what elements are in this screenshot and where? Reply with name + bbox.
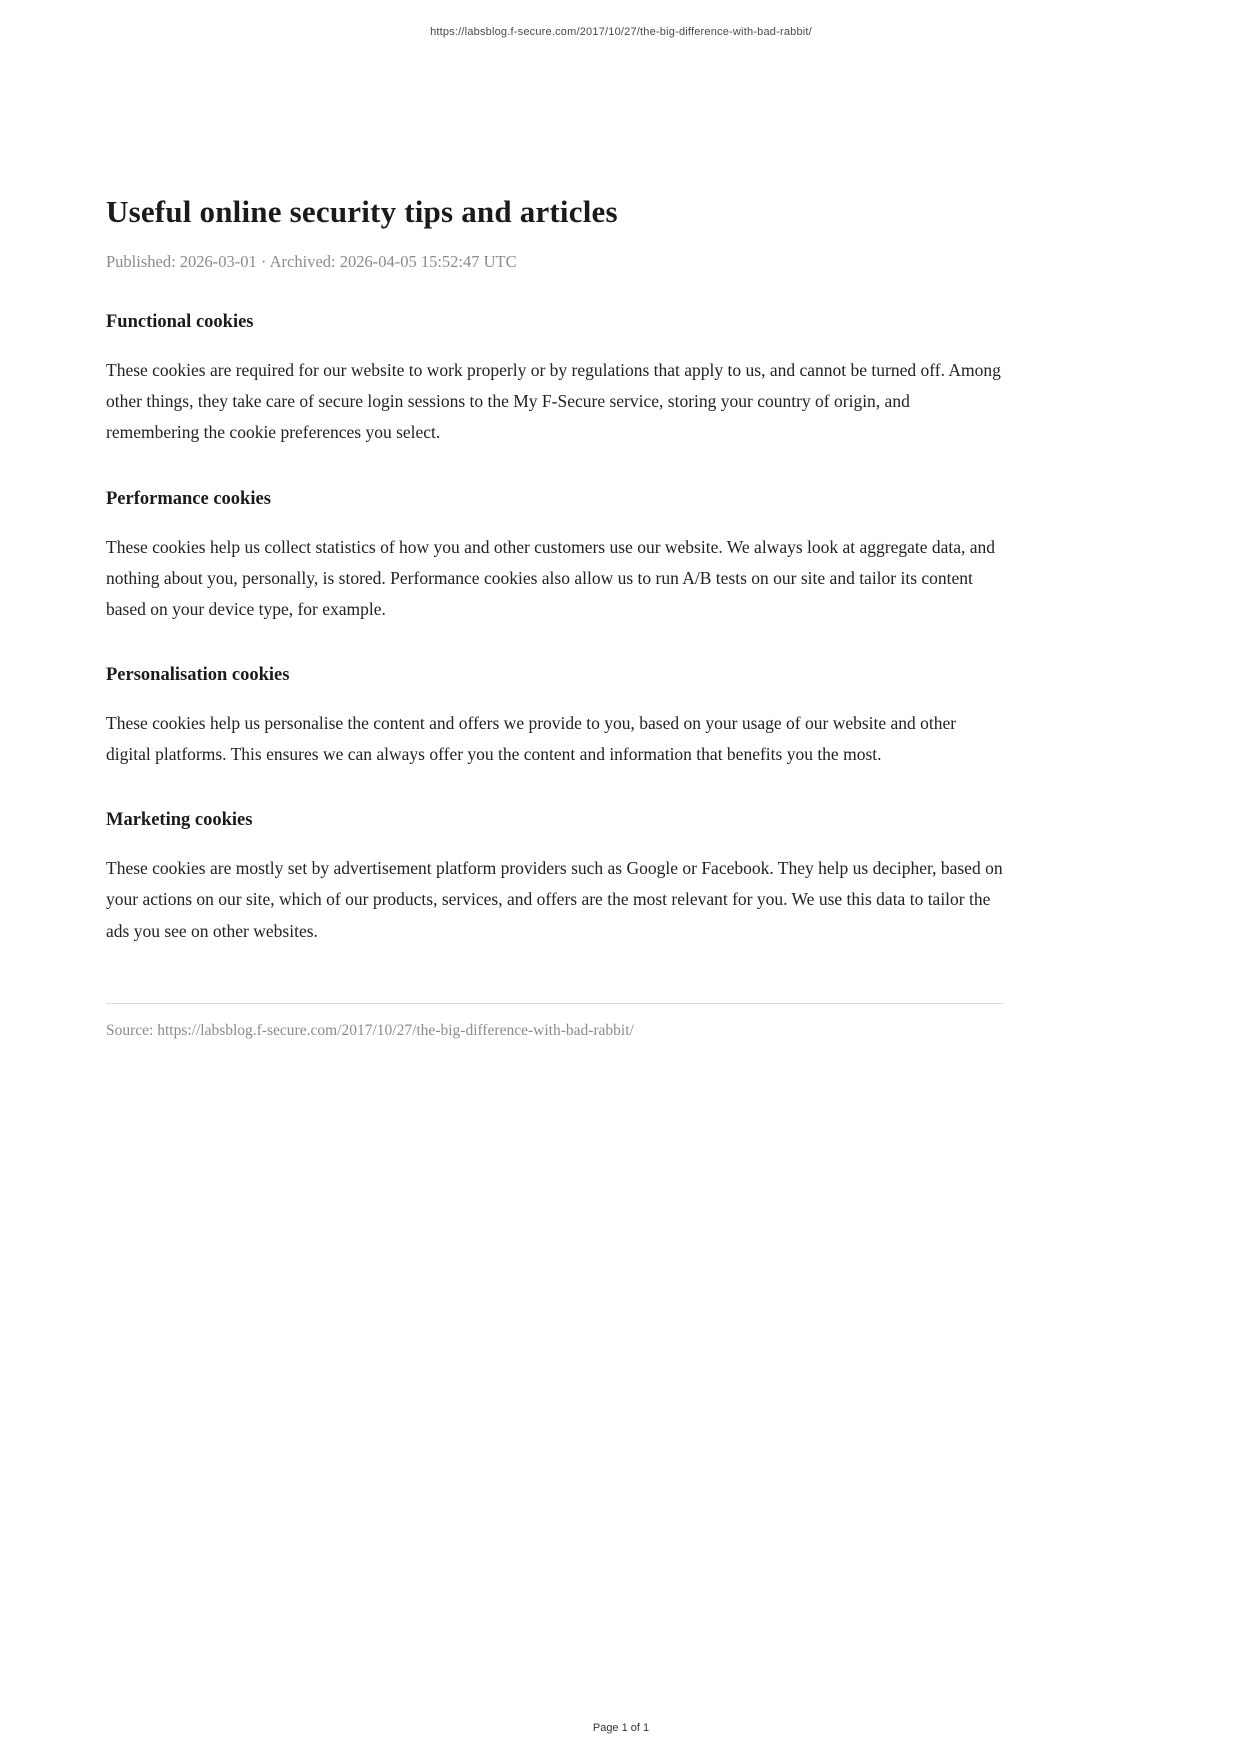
divider <box>106 1003 1003 1004</box>
section-body-personalisation-cookies: These cookies help us personalise the content and offers we provide to you, based on your usage of our website and other digital platforms. This ensures we can always offer you the content and information that benefits you the most. <box>106 713 957 765</box>
section-body-functional-cookies: These cookies are required for our website to work properly or by regulations that apply to us, and cannot be turned off. Among other things, they take care of secure login sessions to the My F-Secure service, storing your country of origin, and remembering the cookie preferences you select. <box>106 360 1001 443</box>
article-meta: Published: 2026-03-01 · Archived: 2026-04-05 15:52:47 UTC <box>106 252 517 272</box>
page-number: Page 1 of 1 <box>592 1722 650 1734</box>
section-heading-marketing-cookies: Marketing cookies <box>106 810 253 831</box>
section-body-performance-cookies: These cookies help us collect statistics of how you and other customers use our website. We always look at aggregate data, and nothing about you, personally, is stored. Performance cookies also allow us to run A/B tests on our site and tailor its content based on your device type, for example. <box>106 536 996 619</box>
section-heading-performance-cookies: Performance cookies <box>106 488 271 509</box>
page-title: Useful online security tips and articles <box>106 194 618 229</box>
section-body-marketing-cookies: These cookies are mostly set by advertisement platform providers such as Google or Facebook. They help us decipher, based on your actions on our site, which of our products, services, and offers are the most relevant for you. We use this data to tailor the ads you see on other websites. <box>106 858 1003 941</box>
section-heading-personalisation-cookies: Personalisation cookies <box>106 665 290 686</box>
article-content <box>106 0 1003 1040</box>
print-header-url: https://labsblog.f-secure.com/2017/10/27/the-big-difference-with-bad-rabbit/ <box>430 26 812 38</box>
source-line: Source: https://labsblog.f-secure.com/2017/10/27/the-big-difference-with-bad-rabbit/ <box>106 1021 634 1039</box>
section-heading-functional-cookies: Functional cookies <box>106 312 254 333</box>
